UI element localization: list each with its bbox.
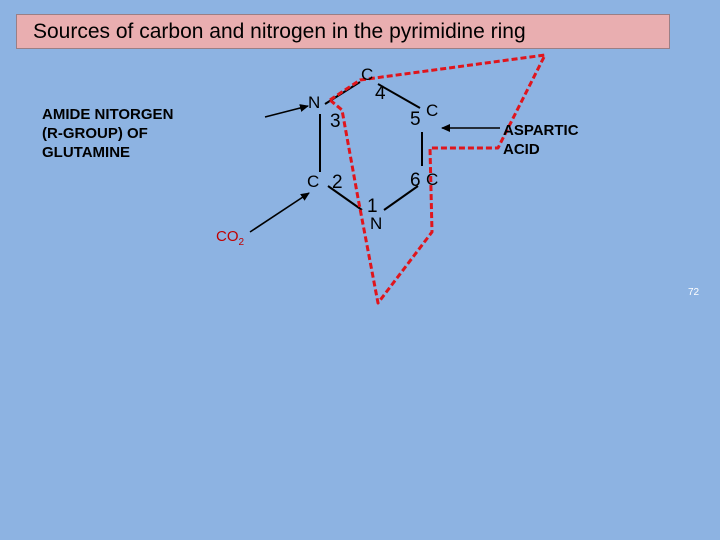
co2-subscript: 2 xyxy=(238,237,245,248)
atom-c4: C xyxy=(361,65,374,84)
slide-title: Sources of carbon and nitrogen in the pyrimidine ring xyxy=(33,20,526,43)
position-5: 5 xyxy=(410,109,421,130)
aspartic-label-line2: ACID xyxy=(503,141,540,158)
atom-n1: N xyxy=(370,214,383,233)
page-number: 72 xyxy=(688,287,700,298)
co2-main: CO xyxy=(216,228,239,245)
position-6: 6 xyxy=(410,170,421,191)
atom-c6: C xyxy=(426,170,439,189)
glutamine-label-line2: (R-GROUP) OF xyxy=(42,125,148,142)
arrow-co2 xyxy=(250,193,309,232)
position-4: 4 xyxy=(375,83,386,104)
atom-n3: N xyxy=(308,93,321,112)
atom-c2: C xyxy=(307,172,320,191)
glutamine-label-line3: GLUTAMINE xyxy=(42,144,131,161)
position-1: 1 xyxy=(367,196,378,217)
atom-c5: C xyxy=(426,101,439,120)
aspartic-acid-source-label xyxy=(503,121,579,159)
arrow-glutamine xyxy=(265,106,308,117)
glutamine-label-line1: AMIDE NITORGEN xyxy=(42,106,174,123)
aspartic-label-line1: ASPARTIC xyxy=(503,122,579,139)
position-2: 2 xyxy=(332,172,343,193)
glutamine-source-label xyxy=(42,105,173,162)
co2-source-label xyxy=(216,228,244,248)
position-3: 3 xyxy=(330,111,341,132)
